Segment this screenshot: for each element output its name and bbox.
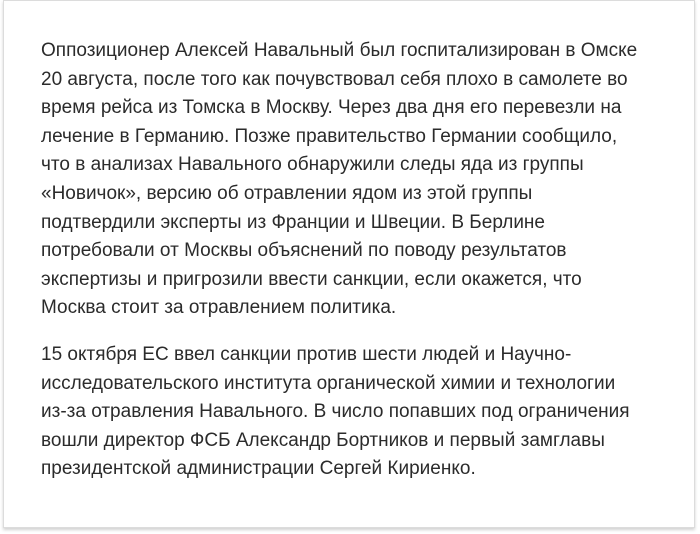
paragraph-line: время рейса из Томска в Москву. Через два дня его перевезли на — [41, 97, 622, 119]
paragraph-line: президентской администрации Сергей Кириенко. — [41, 458, 476, 480]
paragraph-line: исследовательского института органической химии и технологии — [41, 372, 616, 394]
paragraph-line: 15 октября ЕС ввел санкции против шести людей и Научно- — [41, 343, 572, 365]
paragraph-line: экспертизы и пригрозили ввести санкции, если окажется, что — [41, 268, 582, 290]
article-card — [3, 0, 695, 528]
paragraph-line: «Новичок», версию об отравлении ядом из этой группы — [41, 182, 533, 204]
paragraph-line: Москва стоит за отравлением политика. — [41, 297, 397, 319]
paragraph-line: из-за отравления Навального. В число попавших под ограничения — [41, 401, 630, 423]
paragraph-line: 20 августа, после того как почувствовал себя плохо в самолете во — [41, 68, 628, 90]
paragraph-line: вошли директор ФСБ Александр Бортников и первый замглавы — [41, 429, 605, 451]
paragraph-line: Оппозиционер Алексей Навальный был госпитализирован в Омске — [41, 40, 638, 61]
paragraph-line: подтвердили эксперты из Франции и Швеции. В Берлине — [41, 211, 545, 233]
article-body — [41, 37, 671, 484]
paragraph-1 — [41, 37, 671, 323]
paragraph-line: что в анализах Навального обнаружили следы яда из группы — [41, 154, 584, 176]
paragraph-2 — [41, 341, 671, 484]
paragraph-line: потребовали от Москвы объяснений по поводу результатов — [41, 240, 567, 262]
paragraph-line: лечение в Германию. Позже правительство Германии сообщило, — [41, 125, 618, 147]
